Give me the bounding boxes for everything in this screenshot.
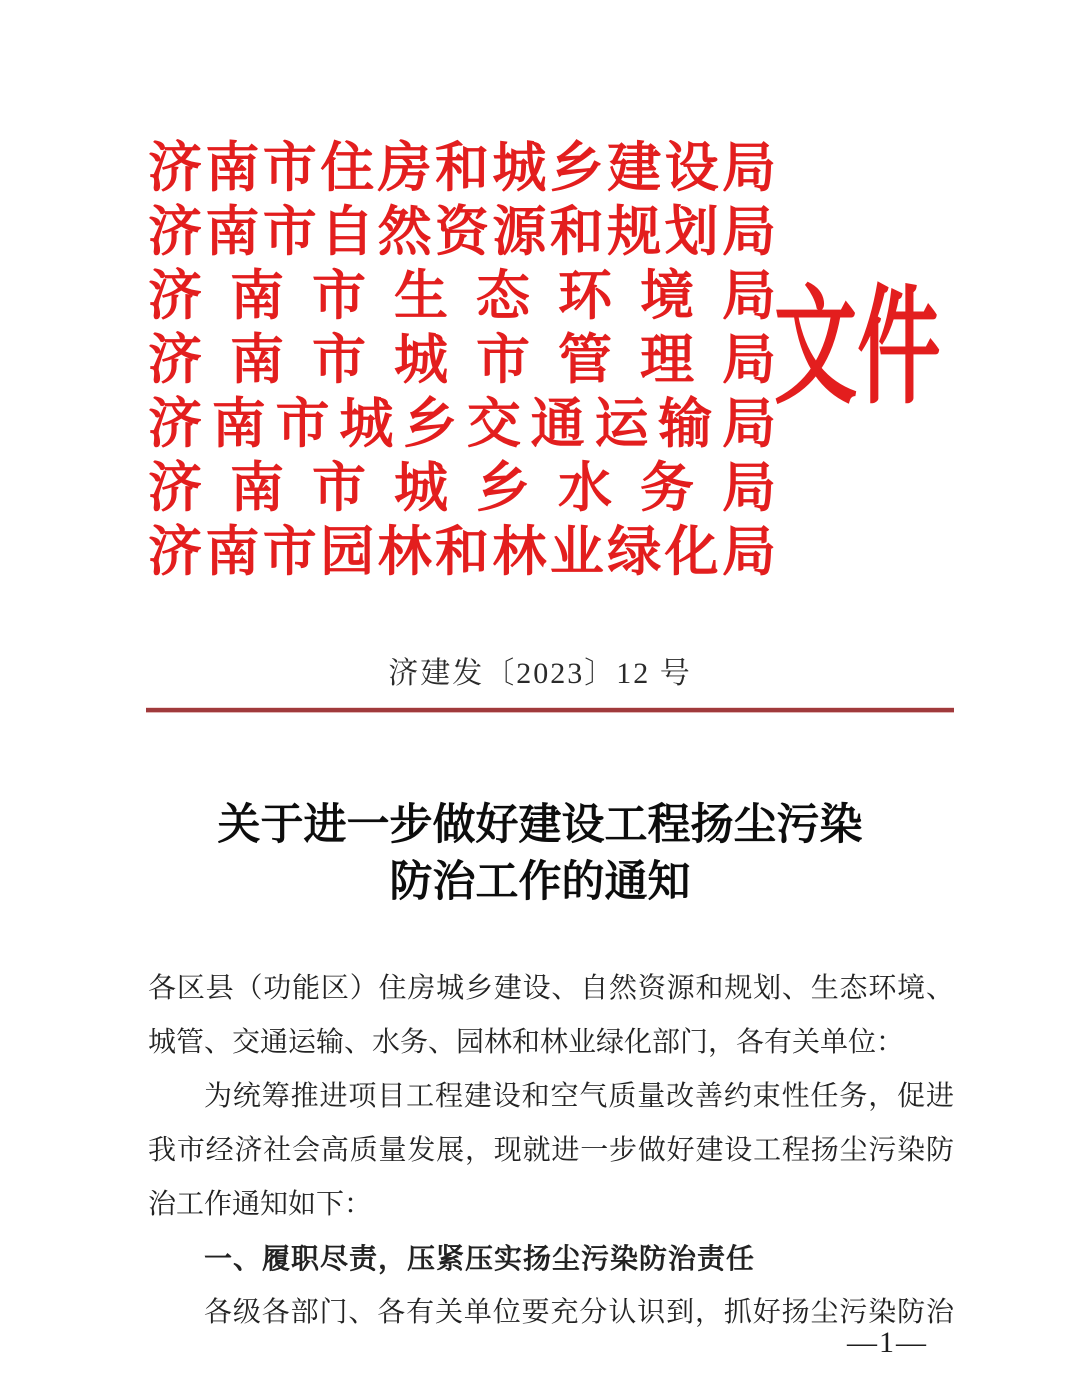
- document-number: 济建发〔2023〕12 号: [388, 657, 692, 690]
- document-title-line-2: 防治工作的通知: [389, 859, 691, 906]
- body-section-heading: 一、履职尽责，压紧压实扬尘污染防治责任: [204, 1243, 756, 1274]
- body-line: 我市经济社会高质量发展，现就进一步做好建设工程扬尘污染防: [148, 1135, 954, 1166]
- body-line: 各区县（功能区）住房城乡建设、自然资源和规划、生态环境、: [148, 973, 954, 1004]
- agency-name: 济南市城市管理局: [148, 330, 776, 390]
- body-line: 城管、交通运输、水务、园林和林业绿化部门，各有关单位：: [148, 1027, 905, 1058]
- body-line: 各级各部门、各有关单位要充分认识到，抓好扬尘污染防治: [204, 1297, 954, 1328]
- letterhead-wenjian-label: 文件: [774, 277, 941, 419]
- document-title-line-1: 关于进一步做好建设工程扬尘污染: [217, 802, 863, 849]
- agency-name: 济南市城乡水务局: [148, 458, 776, 518]
- agency-name: 济南市自然资源和规划局: [148, 202, 776, 262]
- body-line: 为统筹推进项目工程建设和空气质量改善约束性任务，促进: [204, 1081, 954, 1112]
- agency-name: 济南市住房和城乡建设局: [148, 138, 776, 198]
- issuing-agencies-list: [148, 136, 776, 584]
- document-body: [148, 962, 954, 1340]
- agency-name: 济南市生态环境局: [148, 266, 776, 326]
- document-title: [0, 797, 1080, 911]
- agency-name: 济南市园林和林业绿化局: [148, 522, 776, 582]
- red-separator-line: [146, 708, 954, 712]
- body-line: 治工作通知如下：: [148, 1189, 373, 1220]
- page-number: —1—: [847, 1326, 928, 1359]
- agency-name: 济南市城乡交通运输局: [148, 394, 776, 454]
